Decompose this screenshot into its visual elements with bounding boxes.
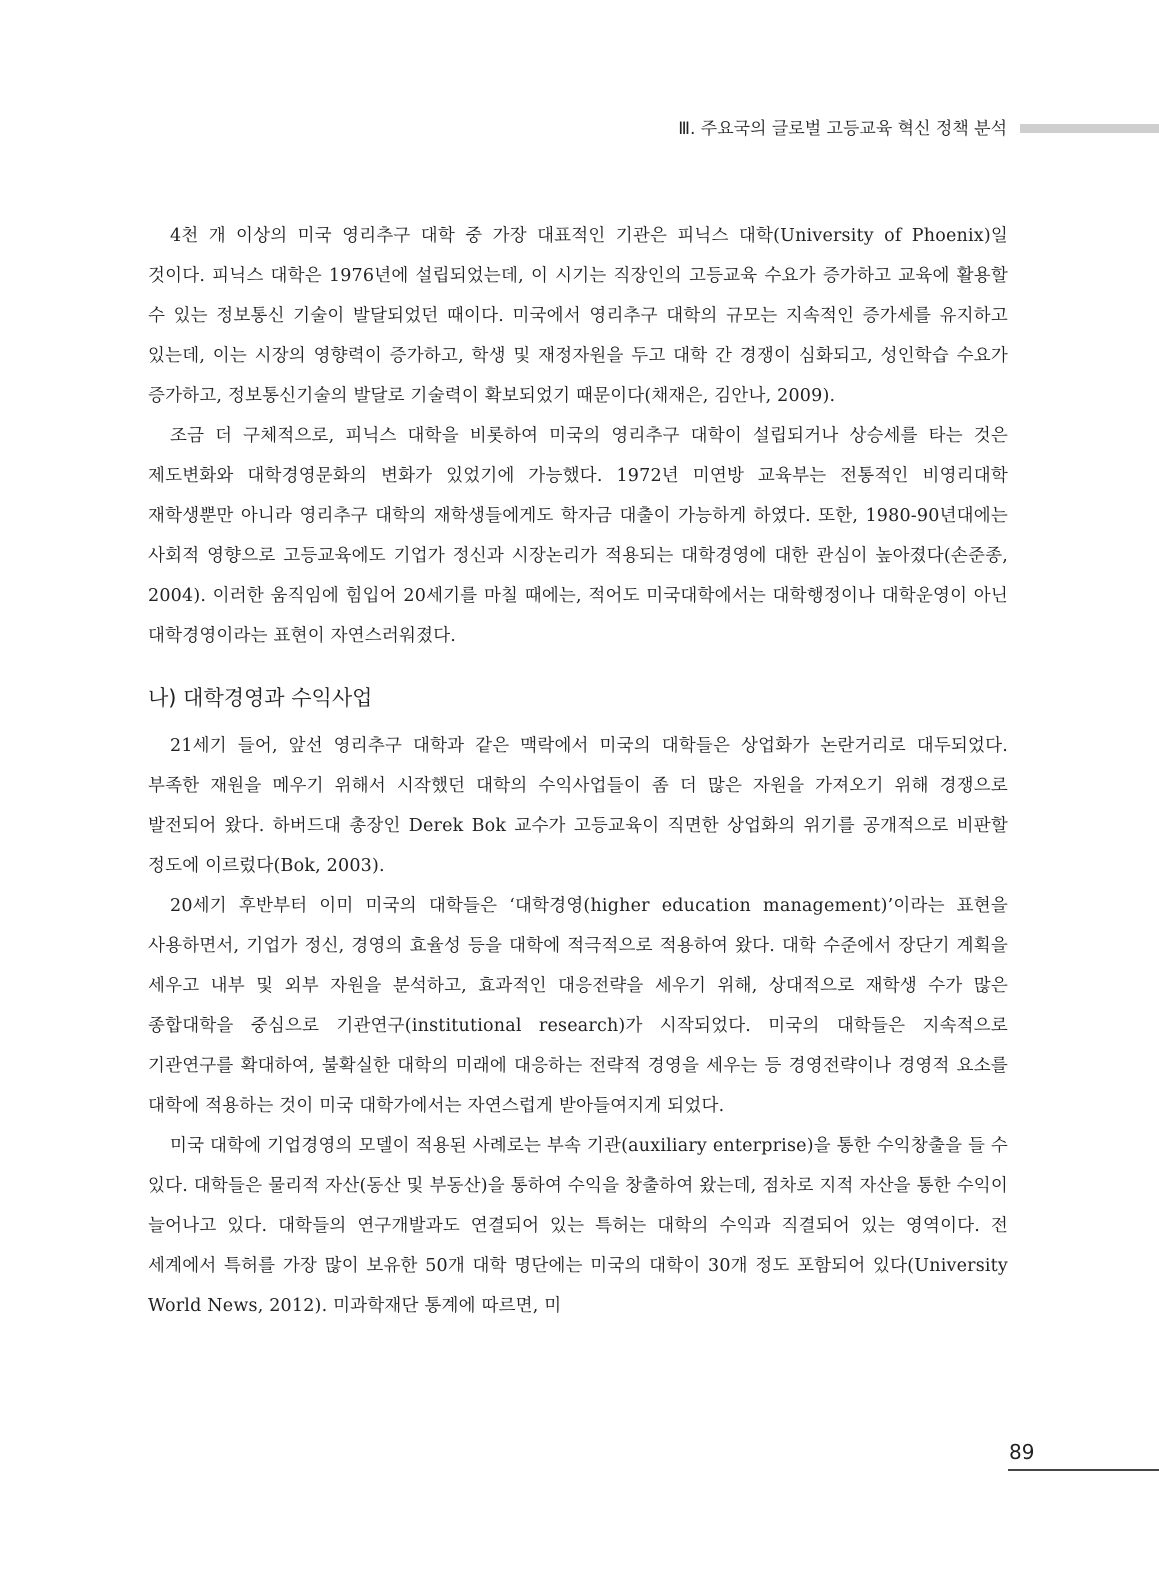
section-heading: 나) 대학경영과 수익사업	[148, 686, 373, 710]
paragraph-higher-education-management: 20세기 후반부터 이미 미국의 대학들은 ‘대학경영(higher education management)’이라는 표현을 사용하면서, 기업가 정신, 경영의 효율성 등을 대학에 적극적으로 적용하여 왔다. 대학 수준에서 장단기 계획을 세우고 내부 및 외부 자원을 분석하고, 효과적인 대응전략을 세우기 위해, 상대적으로 재학생 수가 많은 종합대학을 중심으로 기관연구(institutional research)가 시작되었다. 미국의 대학들은 지속적으로 기관연구를 확대하여, 불확실한 대학의 미래에 대응하는 전략적 경영을 세우는 등 경영전략이나 경영적 요소를 대학에 적용하는 것이 미국 대학가에서는 자연스럽게 받아들여지게 되었다.	[148, 896, 1008, 1116]
paragraph-phoenix: 4천 개 이상의 미국 영리추구 대학 중 가장 대표적인 기관은 피닉스 대학(University of Phoenix)일 것이다. 피닉스 대학은 1976년에 설립되었는데, 이 시기는 직장인의 고등교육 수요가 증가하고 교육에 활용할 수 있는 정보통신 기술이 발달되었던 때이다. 미국에서 영리추구 대학의 규모는 지속적인 증가세를 유지하고 있는데, 이는 시장의 영향력이 증가하고, 학생 및 재정자원을 두고 대학 간 경쟁이 심화되고, 성인학습 수요가 증가하고, 정보통신기술의 발달로 기술력이 확보되었기 때문이다(채재은, 김안나, 2009).	[148, 226, 1008, 406]
page-number: 89	[1009, 1440, 1035, 1464]
running-header	[0, 116, 1159, 142]
header-decorative-bar	[1020, 124, 1159, 133]
paragraph-commercialization: 21세기 들어, 앞선 영리추구 대학과 같은 맥락에서 미국의 대학들은 상업화가 논란거리로 대두되었다. 부족한 재원을 메우기 위해서 시작했던 대학의 수익사업들이 좀 더 많은 자원을 가져오기 위해 경쟁으로 발전되어 왔다. 하버드대 총장인 Derek Bok 교수가 고등교육이 직면한 상업화의 위기를 공개적으로 비판할 정도에 이르렀다(Bok, 2003).	[148, 736, 1008, 876]
footer-rule	[1008, 1469, 1159, 1471]
paragraph-auxiliary-enterprise: 미국 대학에 기업경영의 모델이 적용된 사례로는 부속 기관(auxiliary enterprise)을 통한 수익창출을 들 수 있다. 대학들은 물리적 자산(동산 및 부동산)을 통하여 수익을 창출하여 왔는데, 점차로 지적 자산을 통한 수익이 늘어나고 있다. 대학들의 연구개발과도 연결되어 있는 특허는 대학의 수익과 직결되어 있는 영역이다. 전 세계에서 특허를 가장 많이 보유한 50개 대학 명단에는 미국의 대학이 30개 정도 포함되어 있다(University World News, 2012). 미과학재단 통계에 따르면, 미	[148, 1136, 1008, 1316]
paragraph-institutional-change: 조금 더 구체적으로, 피닉스 대학을 비롯하여 미국의 영리추구 대학이 설립되거나 상승세를 타는 것은 제도변화와 대학경영문화의 변화가 있었기에 가능했다. 1972년 미연방 교육부는 전통적인 비영리대학 재학생뿐만 아니라 영리추구 대학의 재학생들에게도 학자금 대출이 가능하게 하였다. 또한, 1980-90년대에는 사회적 영향으로 고등교육에도 기업가 정신과 시장논리가 적용되는 대학경영에 대한 관심이 높아졌다(손준종, 2004). 이러한 움직임에 힘입어 20세기를 마칠 때에는, 적어도 미국대학에서는 대학행정이나 대학운영이 아닌 대학경영이라는 표현이 자연스러워졌다.	[148, 426, 1008, 646]
chapter-title: Ⅲ. 주요국의 글로벌 고등교육 혁신 정책 분석	[678, 119, 1007, 139]
page-footer	[1008, 1436, 1159, 1472]
main-content	[148, 216, 1008, 1326]
